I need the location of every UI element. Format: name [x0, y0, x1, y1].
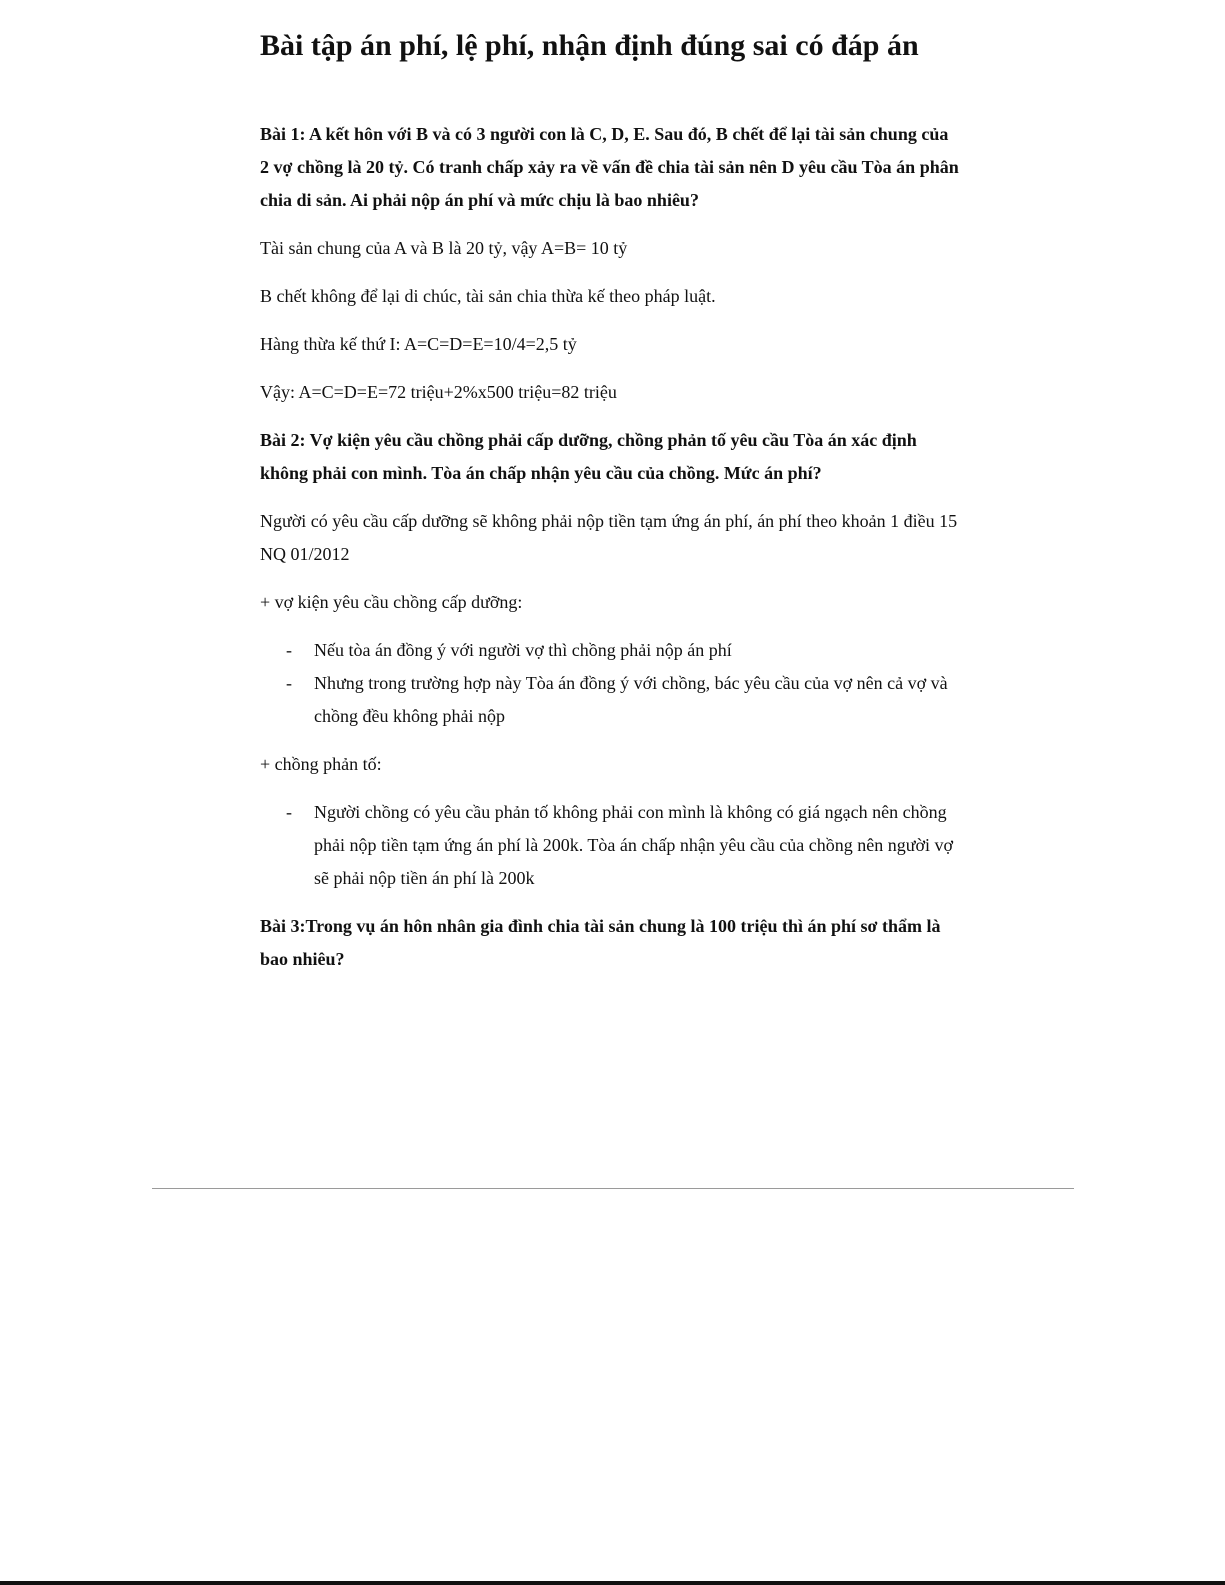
answer-2-section-2-list [260, 796, 960, 895]
dash-bullet: - [286, 802, 292, 822]
question-2: Bài 2: Vợ kiện yêu cầu chồng phải cấp dưỡng, chồng phản tố yêu cầu Tòa án xác định không phải con mình. Tòa án chấp nhận yêu cầu của chồng. Mức án phí? [260, 430, 917, 483]
answer-1-line-4: Vậy: A=C=D=E=72 triệu+2%x500 triệu=82 triệu [260, 382, 617, 402]
page-divider [152, 1188, 1074, 1189]
question-1: Bài 1: A kết hôn với B và có 3 người con là C, D, E. Sau đó, B chết để lại tài sản chung của 2 vợ chồng là 20 tỷ. Có tranh chấp xảy ra về vấn đề chia tài sản nên D yêu cầu Tòa án phân chia di sản. Ai phải nộp án phí và mức chịu là bao nhiêu? [260, 124, 959, 210]
list-item [260, 667, 960, 733]
list-item-text: Người chồng có yêu cầu phản tố không phải con mình là không có giá ngạch nên chồng phải nộp tiền tạm ứng án phí là 200k. Tòa án chấp nhận yêu cầu của chồng nên người vợ sẽ phải nộp tiền án phí là 200k [314, 802, 954, 888]
document-content [260, 26, 960, 991]
list-item [260, 796, 960, 895]
answer-2-section-1-heading: + vợ kiện yêu cầu chồng cấp dưỡng: [260, 592, 523, 612]
answer-1-line-2: B chết không để lại di chúc, tài sản chia thừa kế theo pháp luật. [260, 286, 716, 306]
answer-2-section-1-list [260, 634, 960, 733]
question-3: Bài 3:Trong vụ án hôn nhân gia đình chia tài sản chung là 100 triệu thì án phí sơ thẩm là bao nhiêu? [260, 916, 941, 969]
dash-bullet: - [286, 640, 292, 660]
list-item-text: Nếu tòa án đồng ý với người vợ thì chồng phải nộp án phí [314, 640, 732, 660]
list-item-text: Nhưng trong trường hợp này Tòa án đồng ý với chồng, bác yêu cầu của vợ nên cả vợ và chồng đều không phải nộp [314, 673, 948, 726]
answer-1-line-1: Tài sản chung của A và B là 20 tỷ, vậy A=B= 10 tỷ [260, 238, 628, 258]
page-title: Bài tập án phí, lệ phí, nhận định đúng sai có đáp án [260, 29, 919, 62]
dash-bullet: - [286, 673, 292, 693]
answer-2-intro: Người có yêu cầu cấp dưỡng sẽ không phải nộp tiền tạm ứng án phí, án phí theo khoản 1 điều 15 NQ 01/2012 [260, 511, 958, 564]
answer-1-line-3: Hàng thừa kế thứ I: A=C=D=E=10/4=2,5 tỷ [260, 334, 577, 354]
answer-2-section-2-heading: + chồng phản tố: [260, 754, 382, 774]
page-bottom-edge [0, 1581, 1225, 1585]
list-item [260, 634, 960, 667]
